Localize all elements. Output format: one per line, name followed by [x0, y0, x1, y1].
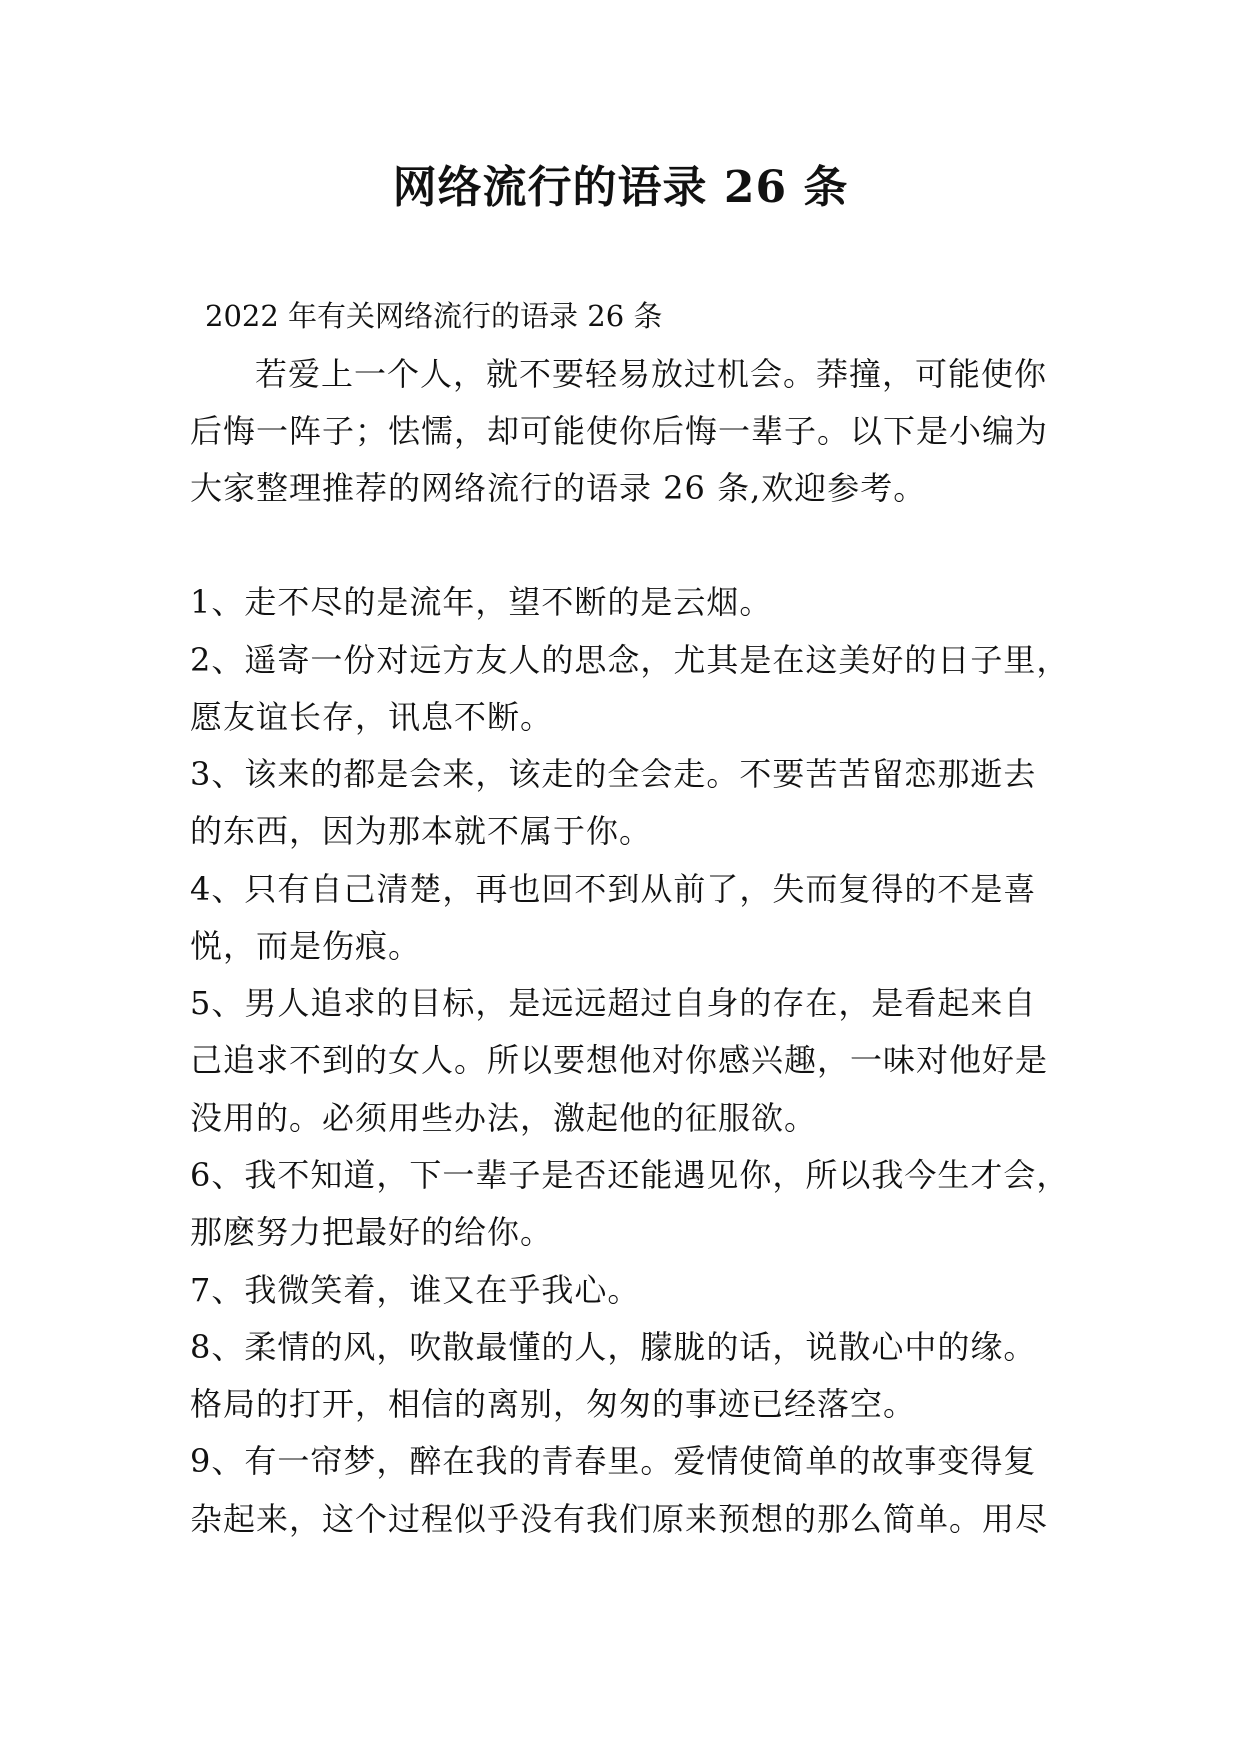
intro-line-2: 后悔一阵子；怯懦，却可能使你后悔一辈子。以下是小编为: [190, 412, 1049, 450]
quote-7-line-1: 7、我微笑着，谁又在乎我心。: [190, 1271, 641, 1309]
quote-9-line-2: 杂起来，这个过程似乎没有我们原来预想的那么简单。用尽: [190, 1500, 1049, 1538]
quote-5-line-3: 没用的。必须用些办法，激起他的征服欲。: [190, 1099, 818, 1137]
intro-line-3: 大家整理推荐的网络流行的语录 26 条,欢迎参考。: [190, 469, 927, 507]
quote-9-line-1: 9、有一帘梦，醉在我的青春里。爱情使简单的故事变得复: [190, 1442, 1037, 1480]
quote-5-line-2: 己追求不到的女人。所以要想他对你感兴趣，一味对他好是: [190, 1041, 1049, 1079]
quote-6-line-1: 6、我不知道，下一辈子是否还能遇见你，所以我今生才会，: [190, 1156, 1070, 1194]
quote-4-line-2: 悦，而是伤痕。: [190, 927, 422, 965]
quote-4-line-1: 4、只有自己清楚，再也回不到从前了，失而复得的不是喜: [190, 870, 1037, 908]
quote-6-line-2: 那麽努力把最好的给你。: [190, 1213, 554, 1251]
quote-1-line-1: 1、走不尽的是流年，望不断的是云烟。: [190, 583, 773, 621]
intro-line-1: 若爱上一个人，就不要轻易放过机会。莽撞，可能使你: [255, 355, 1048, 393]
quote-2-line-2: 愿友谊长存，讯息不断。: [190, 698, 554, 736]
document-title: 网络流行的语录 26 条: [392, 162, 849, 213]
quote-2-line-1: 2、遥寄一份对远方友人的思念，尤其是在这美好的日子里，: [190, 641, 1070, 679]
quote-8-line-2: 格局的打开，相信的离别，匆匆的事迹已经落空。: [190, 1385, 917, 1423]
quote-3-line-2: 的东西，因为那本就不属于你。: [190, 812, 653, 850]
quote-3-line-1: 3、该来的都是会来，该走的全会走。不要苦苦留恋那逝去: [190, 755, 1037, 793]
document-subtitle: 2022 年有关网络流行的语录 26 条: [205, 299, 663, 333]
quote-8-line-1: 8、柔情的风，吹散最懂的人，朦胧的话，说散心中的缘。: [190, 1328, 1037, 1366]
quote-5-line-1: 5、男人追求的目标，是远远超过自身的存在，是看起来自: [190, 984, 1037, 1022]
